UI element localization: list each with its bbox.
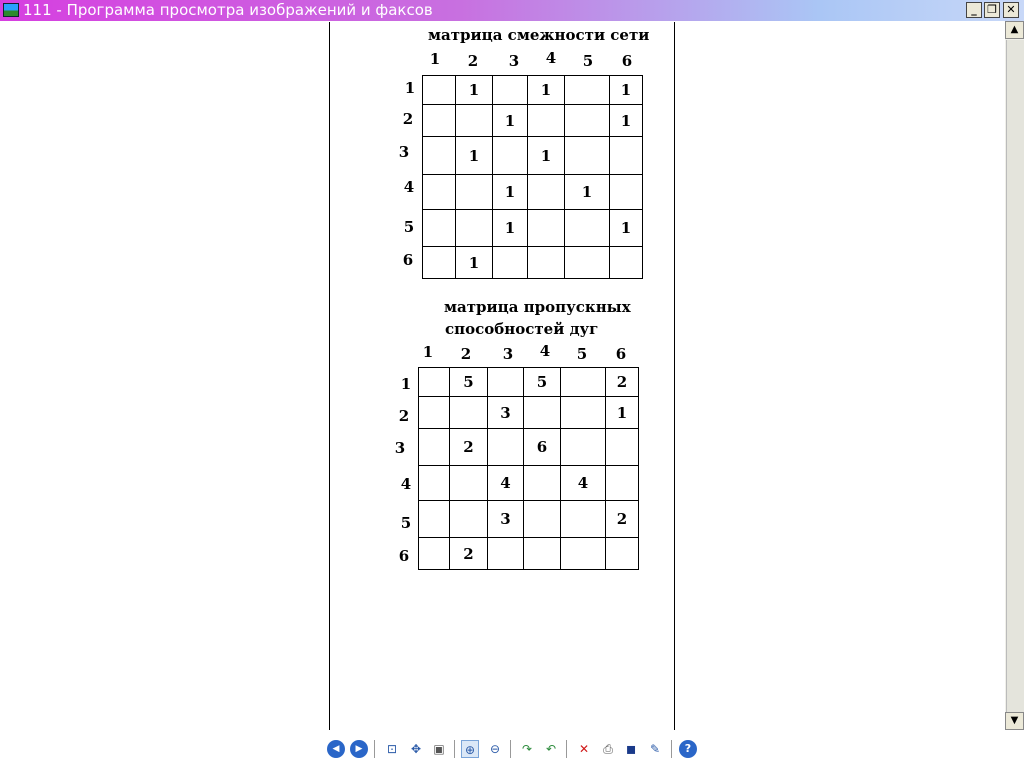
toolbar-separator [454,740,455,758]
matrix1-col-header: 4 [545,49,557,67]
rotate-clockwise-icon[interactable]: ↷ [521,742,533,756]
matrix-cell [561,429,606,466]
toolbar-separator [671,740,672,758]
app-icon [3,3,19,17]
previous-image-icon[interactable]: ◀ [327,740,345,758]
matrix-cell: 2 [450,429,488,466]
matrix1-row-header: 4 [403,178,415,196]
matrix-cell [419,397,450,429]
matrix1-col-header: 6 [621,52,633,70]
scroll-down-button[interactable]: ▼ [1005,712,1024,730]
matrix-cell [610,137,643,175]
matrix-cell: 1 [493,105,528,137]
matrix-cell: 1 [456,247,493,279]
matrix-cell [450,501,488,538]
toolbar-separator [374,740,375,758]
matrix-cell: 1 [528,76,565,105]
matrix-cell [524,538,561,570]
delete-icon[interactable]: ✕ [578,742,590,756]
matrix1-col-header: 2 [467,52,479,70]
matrix-cell [606,429,639,466]
matrix-cell [488,538,524,570]
matrix2-row-header: 6 [398,547,410,565]
matrix-cell: 1 [610,76,643,105]
matrix-cell: 3 [488,397,524,429]
matrix2-col-header: 5 [576,345,588,363]
matrix2-title-line2: способностей дуг [445,320,599,338]
matrix-cell [528,247,565,279]
matrix-cell [423,76,456,105]
matrix-cell [488,429,524,466]
matrix-cell [419,368,450,397]
matrix1-title: матрица смежности сети [428,26,650,44]
matrix-cell: 2 [606,501,639,538]
matrix-cell: 1 [565,175,610,210]
adjacency-matrix [422,75,643,279]
save-icon[interactable]: ▪ [625,739,637,758]
image-viewport[interactable] [329,22,675,730]
matrix1-row-header: 1 [404,79,416,97]
matrix-cell [419,429,450,466]
rotate-counterclockwise-icon[interactable]: ↶ [545,742,557,756]
matrix-cell: 5 [450,368,488,397]
scroll-up-button[interactable]: ▲ [1005,21,1024,39]
matrix-cell [488,368,524,397]
matrix2-row-header: 1 [400,375,412,393]
restore-button[interactable]: ❐ [984,2,1000,18]
edit-icon[interactable]: ✎ [649,742,661,756]
matrix-cell: 5 [524,368,561,397]
matrix1-row-header: 3 [398,143,410,161]
matrix-cell [423,105,456,137]
matrix-cell [456,210,493,247]
matrix-cell: 1 [456,137,493,175]
matrix-cell: 1 [493,210,528,247]
matrix2-col-header: 3 [502,345,514,363]
help-icon[interactable]: ? [679,740,697,758]
matrix2-col-header: 1 [422,343,434,361]
zoom-in-icon[interactable]: ⊕ [461,740,479,758]
matrix-cell [561,368,606,397]
matrix-cell [565,105,610,137]
matrix1-row-header: 5 [403,218,415,236]
minimize-button[interactable]: _ [966,2,982,18]
matrix1-col-header: 5 [582,52,594,70]
matrix-cell [423,137,456,175]
matrix-cell [528,210,565,247]
matrix2-row-header: 3 [394,439,406,457]
matrix-cell [524,397,561,429]
matrix-cell: 2 [606,368,639,397]
toolbar-separator [566,740,567,758]
matrix2-col-header: 4 [539,342,551,360]
matrix1-col-header: 3 [508,52,520,70]
matrix-cell [524,466,561,501]
matrix-cell [561,538,606,570]
matrix-cell [450,466,488,501]
matrix-cell [561,501,606,538]
close-button[interactable]: ✕ [1003,2,1019,18]
matrix-cell: 6 [524,429,561,466]
best-fit-icon[interactable]: ⊡ [386,742,398,756]
vertical-scrollbar[interactable] [1005,21,1024,730]
matrix1-col-header: 1 [429,50,441,68]
matrix-cell [493,137,528,175]
matrix-cell [456,175,493,210]
matrix2-row-header: 2 [398,407,410,425]
matrix-cell: 2 [450,538,488,570]
actual-size-icon[interactable]: ✥ [410,742,422,756]
matrix1-row-header: 6 [402,251,414,269]
matrix-cell [610,175,643,210]
next-image-icon[interactable]: ▶ [350,740,368,758]
matrix-cell [419,466,450,501]
print-icon[interactable]: ⎙ [603,742,613,756]
matrix-cell [528,105,565,137]
slideshow-icon[interactable]: ▣ [433,742,445,756]
capacity-matrix [418,367,639,570]
matrix-cell [606,538,639,570]
matrix-cell [561,397,606,429]
matrix-cell [565,247,610,279]
matrix2-row-header: 4 [400,475,412,493]
toolbar-separator [510,740,511,758]
matrix-cell [423,247,456,279]
matrix-cell [606,466,639,501]
matrix-cell: 3 [488,501,524,538]
matrix-cell [565,76,610,105]
matrix-cell [528,175,565,210]
matrix-cell [419,501,450,538]
matrix-cell [419,538,450,570]
matrix2-col-header: 2 [460,345,472,363]
matrix-cell: 1 [606,397,639,429]
matrix-cell [524,501,561,538]
matrix-cell [423,175,456,210]
matrix-cell: 1 [610,105,643,137]
window-title: 111 - Программа просмотра изображений и факсов [23,1,433,19]
matrix-cell [565,210,610,247]
matrix-cell [610,247,643,279]
matrix-cell [565,137,610,175]
matrix2-col-header: 6 [615,345,627,363]
matrix-cell [450,397,488,429]
matrix-cell: 1 [610,210,643,247]
matrix-cell: 4 [561,466,606,501]
title-bar [0,0,1024,21]
scroll-thumb[interactable] [1006,40,1024,712]
matrix-cell [493,76,528,105]
matrix2-row-header: 5 [400,514,412,532]
zoom-out-icon[interactable]: ⊖ [489,742,501,756]
matrix-cell: 4 [488,466,524,501]
matrix-cell [456,105,493,137]
matrix1-row-header: 2 [402,110,414,128]
matrix-cell [493,247,528,279]
matrix2-title-line1: матрица пропускных [444,298,631,316]
matrix-cell [423,210,456,247]
matrix-cell: 1 [528,137,565,175]
viewer-toolbar [0,730,1024,768]
matrix-cell: 1 [493,175,528,210]
matrix-cell: 1 [456,76,493,105]
